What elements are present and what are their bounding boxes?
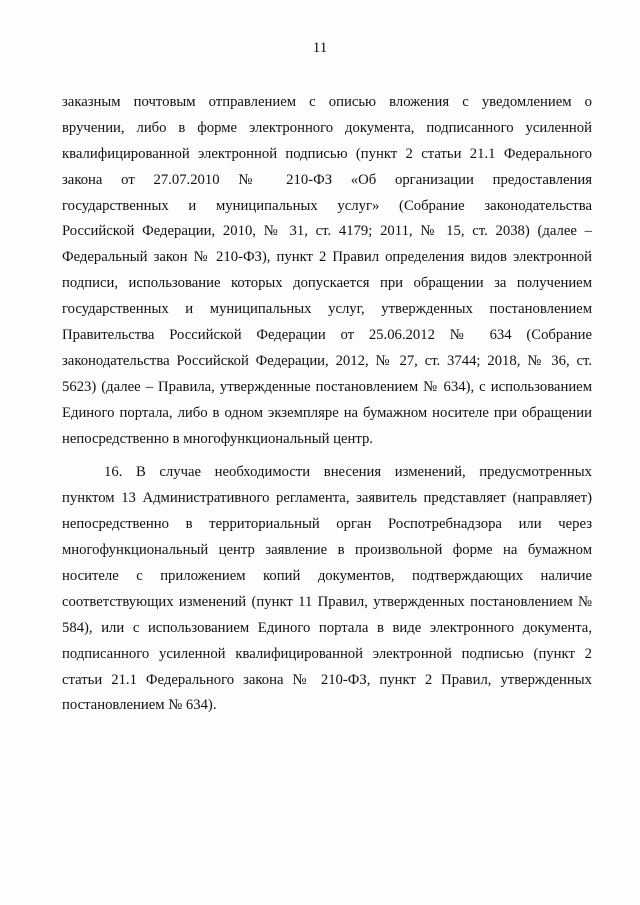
text-line: 5623) (далее – Правила, утвержденные постановлением № 634), с использованием bbox=[62, 378, 592, 395]
text-line: соответствующих изменений (пункт 11 Правил, утвержденных постановлением № bbox=[62, 593, 592, 610]
paragraph-1 bbox=[62, 90, 592, 452]
page-number: 11 bbox=[312, 40, 328, 56]
text-line: государственных и муниципальных услуг, утвержденных постановлением bbox=[62, 301, 592, 318]
text-line: государственных и муниципальных услуг» (Собрание законодательства bbox=[62, 197, 592, 214]
text-line: закона от 27.07.2010 № 210-ФЗ «Об организации предоставления bbox=[62, 171, 592, 188]
text-line: подписи, использование которых допускается при обращении за получением bbox=[62, 275, 592, 292]
text-line: непосредственно в многофункциональный центр. bbox=[62, 430, 373, 447]
text-line: квалифицированной электронной подписью (пункт 2 статьи 21.1 Федерального bbox=[62, 145, 592, 162]
text-line: Федеральный закон № 210-ФЗ), пункт 2 Правил определения видов электронной bbox=[62, 249, 592, 266]
paragraph-gap bbox=[62, 452, 592, 460]
text-line: 584), или с использованием Единого портала в виде электронного документа, bbox=[62, 619, 592, 636]
text-line: носителе с приложением копий документов, подтверждающих наличие bbox=[62, 568, 592, 585]
text-line: Единого портала, либо в одном экземпляре на бумажном носителе при обращении bbox=[62, 404, 592, 421]
text-line: Российской Федерации, 2010, № 31, ст. 4179; 2011, № 15, ст. 2038) (далее – bbox=[62, 223, 592, 240]
text-line: Правительства Российской Федерации от 25.06.2012 № 634 (Собрание bbox=[62, 327, 592, 344]
text-line: непосредственно в территориальный орган Роспотребнадзора или через bbox=[62, 516, 592, 533]
text-line: вручении, либо в форме электронного документа, подписанного усиленной bbox=[62, 119, 592, 136]
text-line: постановлением № 634). bbox=[62, 697, 217, 714]
document-body bbox=[62, 90, 592, 719]
text-line: многофункциональный центр заявление в произвольной форме на бумажном bbox=[62, 542, 592, 559]
text-line: пунктом 13 Административного регламента, заявитель представляет (направляет) bbox=[62, 490, 592, 507]
paragraph-2 bbox=[62, 460, 592, 719]
text-line: 16. В случае необходимости внесения изменений, предусмотренных bbox=[104, 464, 592, 481]
text-line: подписанного усиленной квалифицированной электронной подписью (пункт 2 bbox=[62, 645, 592, 662]
text-line: заказным почтовым отправлением с описью вложения с уведомлением о bbox=[62, 94, 592, 110]
text-line: статьи 21.1 Федерального закона № 210-ФЗ, пункт 2 Правил, утвержденных bbox=[62, 671, 592, 688]
text-line: законодательства Российской Федерации, 2012, № 27, ст. 3744; 2018, № 36, ст. bbox=[62, 352, 592, 369]
